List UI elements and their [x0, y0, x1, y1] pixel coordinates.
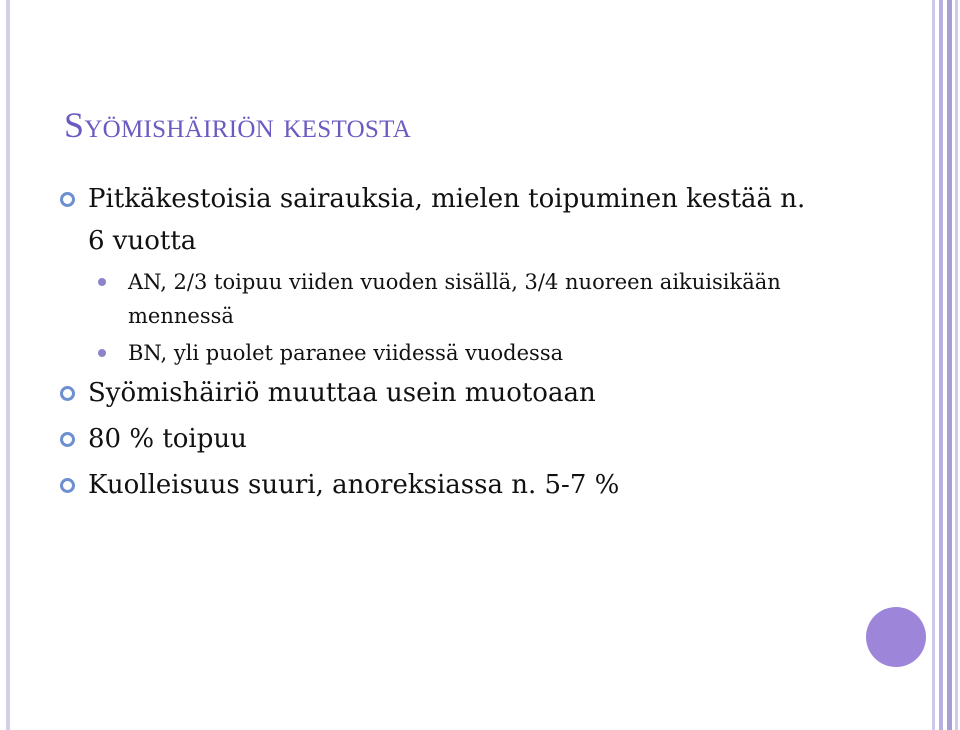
bullet-item: [60, 418, 820, 460]
ring-bullet-icon: [60, 192, 75, 207]
stripe: [932, 0, 935, 730]
stripe: [955, 0, 958, 730]
sub-bullet-text: BN, yli puolet paranee viidessä vuodessa: [128, 341, 564, 365]
ring-bullet-icon: [60, 478, 75, 493]
stripe: [947, 0, 952, 730]
bullet-text: 80 % toipuu: [88, 424, 247, 454]
slide-title: Syömishäiriön kestosta: [64, 105, 412, 145]
decorative-circle: [866, 607, 926, 667]
right-decorative-stripes: [930, 0, 960, 730]
bullet-text: Pitkäkestoisia sairauksia, mielen toipuminen kestää n. 6 vuotta: [88, 184, 806, 256]
dot-bullet-icon: [98, 349, 106, 357]
bullet-item: [60, 372, 820, 414]
bullet-item: [60, 178, 820, 262]
sub-bullet-text: AN, 2/3 toipuu viiden vuoden sisällä, 3/4 nuoreen aikuisikään mennessä: [128, 270, 781, 328]
dot-bullet-icon: [98, 278, 106, 286]
bullet-list: [60, 178, 820, 506]
bullet-text: Kuolleisuus suuri, anoreksiassa n. 5-7 %: [88, 470, 620, 500]
sub-bullet-item: [60, 336, 820, 370]
left-frame-line: [6, 0, 10, 730]
ring-bullet-icon: [60, 432, 75, 447]
bullet-text: Syömishäiriö muuttaa usein muotoaan: [88, 378, 596, 408]
sub-bullet-item: [60, 265, 820, 333]
bullet-item: [60, 464, 820, 506]
ring-bullet-icon: [60, 386, 75, 401]
stripe: [939, 0, 943, 730]
